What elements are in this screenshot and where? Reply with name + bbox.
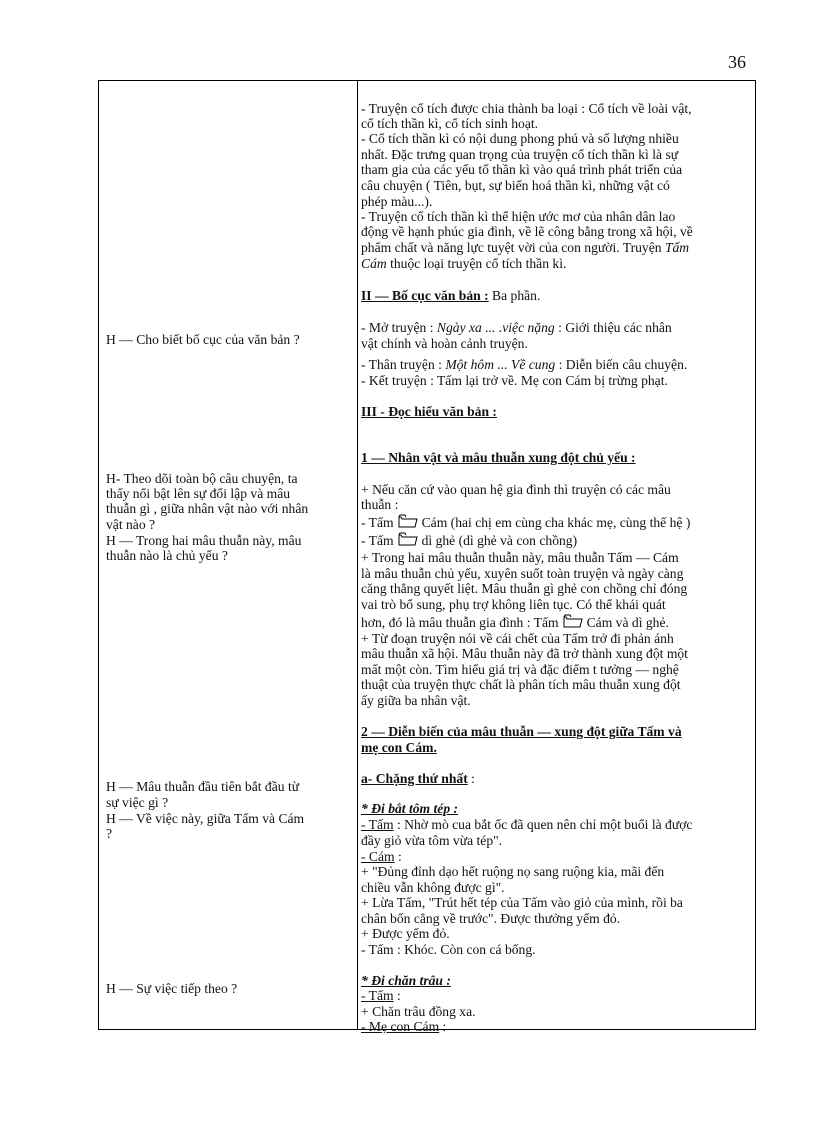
- question-conflict-4: vật nào ?: [106, 517, 156, 532]
- text-line: chiều vẫn không được gì".: [361, 880, 505, 895]
- column-divider: [357, 81, 358, 1029]
- text-line: + "Đủng đỉnh dạo hết ruộng nọ sang ruộng kia, mãi đến: [361, 864, 665, 879]
- question-first-event-2: sự việc gì ?: [106, 795, 169, 810]
- text-line: động về hạnh phúc gia đình, về lẽ công bằng trong xã hội, về: [361, 224, 693, 239]
- folder-icon: [398, 532, 418, 546]
- section-heading-reading: III - Đọc hiểu văn bản :: [361, 404, 497, 419]
- text-line: chân bốn cẳng về trước". Được thưởng yếm đỏ.: [361, 911, 621, 926]
- text-line: - Tấm : Khóc. Còn con cá bống.: [361, 942, 536, 957]
- text-line: - Kết truyện : Tấm lại trở về. Mẹ con Cám bị trừng phạt.: [361, 373, 668, 388]
- question-tam-cam-1: H — Về việc này, giữa Tấm và Cám: [106, 811, 305, 826]
- section-heading-development-2: mẹ con Cám.: [361, 740, 437, 755]
- text-line: - Tấm :: [361, 988, 401, 1003]
- section-heading-characters: 1 — Nhân vật và mâu thuẫn xung đột chủ yếu :: [361, 450, 636, 465]
- question-conflict-1: H- Theo dõi toàn bộ câu chuyện, ta: [106, 471, 298, 486]
- folder-icon: [398, 514, 418, 528]
- text-line: mâu thuẫn xã hội. Mâu thuẫn này đã trở thành xung đột một: [361, 646, 688, 661]
- sub-heading-buffalo: * Đi chăn trâu :: [361, 973, 451, 988]
- text-line: đầy giỏ vừa tôm vừa tép".: [361, 833, 503, 848]
- text-line: phép màu...).: [361, 194, 433, 209]
- text-line: - Tấm dì ghẻ (dì ghẻ và con chồng): [361, 533, 578, 548]
- folder-icon: [563, 614, 583, 628]
- text-line: là mâu thuẫn chủ yếu, xuyên suốt toàn truyện và ngày càng: [361, 566, 684, 581]
- section-heading-structure: II — Bố cục văn bản : Ba phần.: [361, 288, 541, 303]
- page-number: 36: [728, 52, 746, 72]
- question-tam-cam-2: ?: [106, 826, 113, 841]
- text-line: - Truyện cổ tích được chia thành ba loại : Cổ tích về loài vật,: [361, 101, 692, 116]
- sub-heading-shrimp: * Đi bắt tôm tép :: [361, 801, 459, 816]
- text-line: Cám thuộc loại truyện cổ tích thần kì.: [361, 256, 567, 271]
- section-heading-stage-1: a- Chặng thứ nhất :: [361, 771, 475, 786]
- text-line: vai trò bổ sung, phụ trợ không liên tục. Có thể khái quát: [361, 597, 666, 612]
- text-line: - Thân truyện : Một hôm ... Về cung : Diễn biến câu chuyện.: [361, 357, 688, 372]
- text-line: cổ tích thần kì, cổ tích sinh hoạt.: [361, 116, 539, 131]
- text-line: - Tấm : Nhờ mò cua bắt ốc đã quen nên chỉ một buổi là được: [361, 817, 693, 832]
- text-line: phẩm chất và năng lực tuyệt vời của con người. Truyện Tấm: [361, 240, 690, 255]
- text-line: căng thẳng quyết liệt. Mâu thuẫn gì ghẻ con chồng chỉ đóng: [361, 581, 688, 596]
- text-line: - Cám :: [361, 849, 402, 864]
- text-line: - Truyện cổ tích thần kì thể hiện ước mơ của nhân dân lao: [361, 209, 676, 224]
- text-line: + Nếu căn cứ vào quan hệ gia đình thì truyện có các mâu: [361, 482, 671, 497]
- text-line: mất một còn. Tìm hiểu giá trị và đặc điểm t tưởng — nghệ: [361, 662, 679, 677]
- text-line: tham gia của các yếu tố thần kì vào quá trình phát triển của: [361, 162, 683, 177]
- question-conflict-3: thuẫn gì , giữa nhân vật nào với nhân: [106, 501, 309, 516]
- text-line: + Chăn trâu đồng xa.: [361, 1004, 476, 1019]
- text-line: hơn, đó là mâu thuẫn gia đình : Tấm Cám và dì ghẻ.: [361, 615, 669, 630]
- question-main-2: thuẫn nào là chủ yếu ?: [106, 548, 228, 563]
- lesson-table: [98, 80, 756, 1034]
- text-line: - Tấm Cám (hai chị em cùng cha khác mẹ, cùng thế hệ ): [361, 515, 691, 530]
- text-line: câu chuyện ( Tiên, bụt, sự biến hoá thần kì, những vật có: [361, 178, 670, 193]
- text-line: nhất. Đặc trưng quan trọng của truyện cổ tích thần kì là sự: [361, 147, 679, 162]
- text-line: + Lừa Tấm, "Trút hết tép của Tấm vào giỏ của mình, rồi ba: [361, 895, 683, 910]
- text-line: - Cổ tích thần kì có nội dung phong phú và số lượng nhiều: [361, 131, 679, 146]
- text-line: + Từ đoạn truyện nói về cái chết của Tấm trở đi phản ánh: [361, 631, 674, 646]
- text-line: - Mở truyện : Ngày xa ... .việc nặng : Giới thiệu các nhân: [361, 320, 672, 335]
- section-heading-development: 2 — Diễn biến của mâu thuẫn — xung đột giữa Tấm và: [361, 724, 682, 739]
- question-main-1: H — Trong hai mâu thuẫn này, mâu: [106, 533, 302, 548]
- question-conflict-2: thấy nổi bật lên sự đối lập và mâu: [106, 486, 291, 501]
- text-line: thuẫn :: [361, 497, 399, 512]
- text-line: + Được yếm đỏ.: [361, 926, 450, 941]
- question-structure: H — Cho biết bố cục của văn bản ?: [106, 332, 300, 347]
- text-line: ấy giữa ba nhân vật.: [361, 693, 471, 708]
- text-line: - Mẹ con Cám :: [361, 1019, 447, 1034]
- question-next-event: H — Sự việc tiếp theo ?: [106, 981, 238, 996]
- question-first-event-1: H — Mâu thuẫn đầu tiên bắt đầu từ: [106, 779, 300, 794]
- text-line: thuật của truyện thực chất là phân tích mâu thuẫn xung đột: [361, 677, 681, 692]
- text-line: + Trong hai mâu thuẫn thuẫn này, mâu thuẫn Tấm — Cám: [361, 550, 679, 565]
- text-line: vật chính và hoàn cảnh truyện.: [361, 336, 528, 351]
